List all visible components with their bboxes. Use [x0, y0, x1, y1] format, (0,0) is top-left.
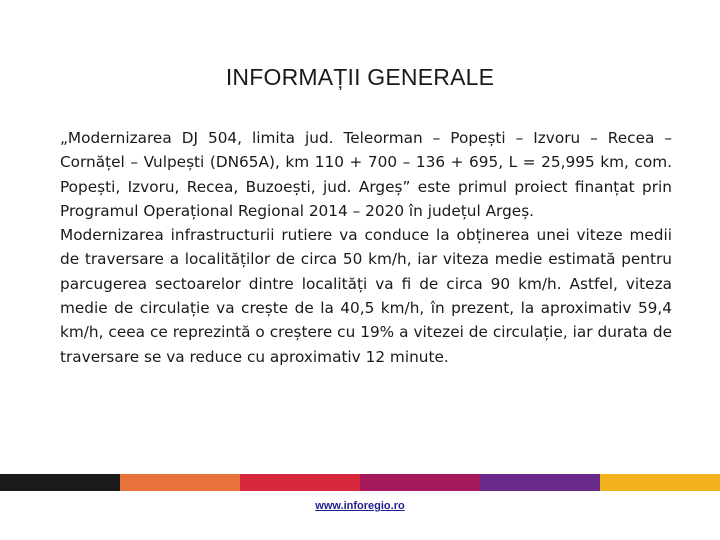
slide-title: INFORMAȚII GENERALE	[225, 64, 495, 90]
color-bar-segment	[120, 474, 240, 491]
color-bar-segment	[360, 474, 480, 491]
paragraph-project-description: „Modernizarea DJ 504, limita jud. Teleorman – Popești – Izvoru – Recea – Cornățel – Vulpești (DN65A), km 110 + 700 – 136 + 695, L = 25,995 km, com. Popești, Izvoru, Recea, Buzoești, jud. Argeș” este primul proiect finanțat prin Programul Operațional Regional 2014 – 2020 în județul Argeș.	[60, 129, 672, 220]
color-bar-segment	[240, 474, 360, 491]
paragraph-traffic-speed: Modernizarea infrastructurii rutiere va conduce la obținerea unei viteze medii de traversare a localităților de circa 50 km/h, iar viteza medie estimată pentru parcugerea sectoarelor dintre localități va fi de circa 90 km/h. Astfel, viteza medie de circulație va crește de la 40,5 km/h, în prezent, la aproximativ 59,4 km/h, ceea ce reprezintă o creștere cu 19% a vitezei de circulație, iar durata de traversare se va reduce cu aproximativ 12 minute.	[60, 226, 672, 366]
color-bar-segment	[0, 474, 120, 491]
color-bar-segment	[600, 474, 720, 491]
website-link[interactable]: www.inforegio.ro	[315, 500, 405, 512]
footer-color-bar	[0, 474, 720, 491]
color-bar-segment	[480, 474, 600, 491]
body-text	[60, 126, 672, 369]
